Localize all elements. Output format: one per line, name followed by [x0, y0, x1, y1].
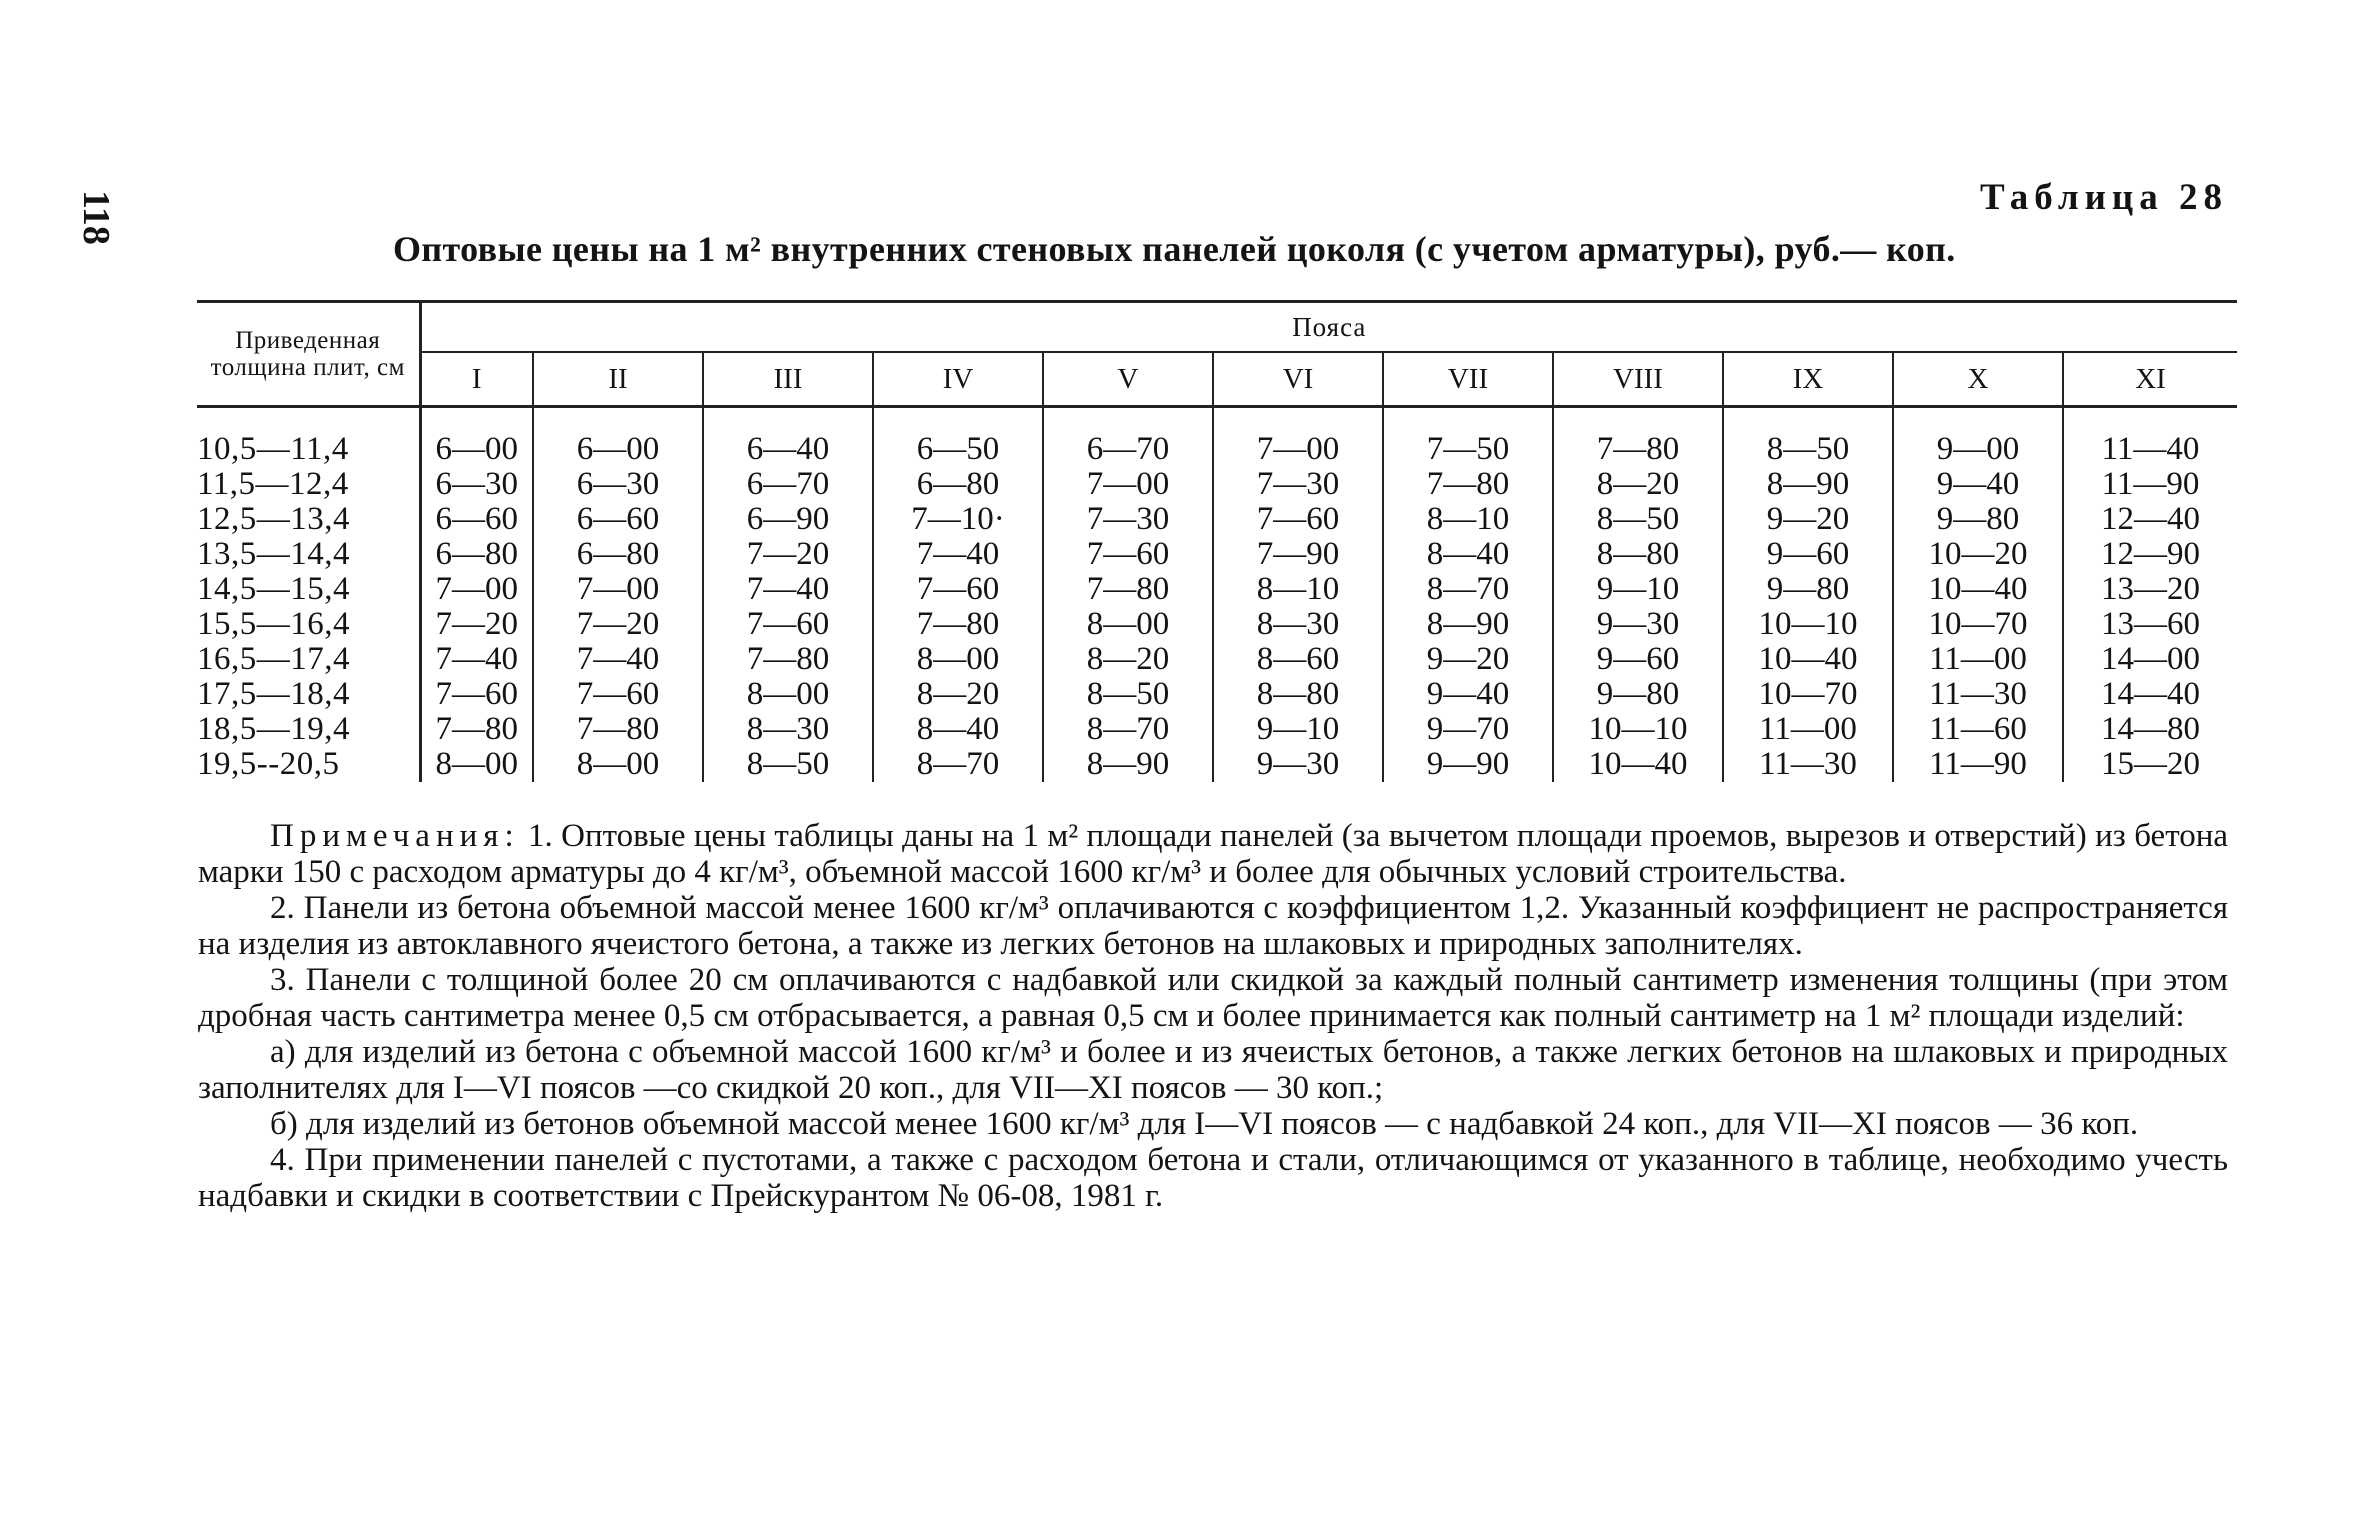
price-cell: 6—80: [873, 467, 1043, 502]
price-cell: 7—80: [1383, 467, 1553, 502]
price-cell: 9—90: [1383, 747, 1553, 782]
thickness-cell: 10,5—11,4: [197, 432, 420, 467]
price-cell: 8—00: [873, 642, 1043, 677]
price-cell: 7—00: [533, 572, 703, 607]
zone-header-10: X: [1893, 352, 2063, 407]
price-cell: 8—40: [873, 712, 1043, 747]
note-1-text: 1. Оптовые цены таблицы даны на 1 м² площади панелей (за вычетом площади проемов, вырезов и отверстий) из бетона марки 150 с расходом арматуры до 4 кг/м³, объемной массой 1600 кг/м³ и более для обычных условий строительства.: [198, 818, 2228, 890]
thickness-cell: 19,5-‐20,5: [197, 747, 420, 782]
price-cell: 7—00: [420, 572, 533, 607]
thickness-cell: 18,5—19,4: [197, 712, 420, 747]
price-cell: 9—10: [1553, 572, 1723, 607]
price-cell: 9—70: [1383, 712, 1553, 747]
price-cell: 7—50: [1383, 432, 1553, 467]
table-body: [197, 432, 2237, 782]
note-4: 4. При применении панелей с пустотами, а также с расходом бетона и стали, отличающимся от указанного в таблице, необходимо учесть надбавки и скидки в соответствии с Прейскурантом № 06-08, 1981 г.: [198, 1142, 2228, 1214]
price-cell: 8—30: [703, 712, 873, 747]
price-cell: 6—40: [703, 432, 873, 467]
price-cell: 10—70: [1723, 677, 1893, 712]
price-cell: 11—00: [1723, 712, 1893, 747]
zone-header-5: V: [1043, 352, 1213, 407]
price-cell: 7—00: [1213, 432, 1383, 467]
price-cell: 15—20: [2101, 746, 2201, 782]
thickness-cell: 13,5—14,4: [197, 537, 420, 572]
price-cell: 7—20: [533, 607, 703, 642]
price-cell: 8—20: [1043, 642, 1213, 677]
price-cell: 9—10: [1213, 712, 1383, 747]
price-cell: 9—00: [1893, 432, 2063, 467]
table-row: [197, 747, 2237, 782]
price-cell: 8—10: [1213, 572, 1383, 607]
price-cell: 7—10·: [873, 502, 1043, 537]
price-cell: 8—60: [1213, 642, 1383, 677]
price-cell: 10—40: [1893, 572, 2063, 607]
price-cell: 11—30: [1723, 747, 1893, 782]
price-cell: 7—60: [533, 677, 703, 712]
note-3b: б) для изделий из бетонов объемной массой менее 1600 кг/м³ для I—VI поясов — с надбавкой 24 коп., для VII—XI поясов — 36 коп.: [270, 1106, 2139, 1142]
thickness-cell: 17,5—18,4: [197, 677, 420, 712]
price-cell: 8—50: [1043, 677, 1213, 712]
price-cell: 6—50: [873, 432, 1043, 467]
price-cell: 13—20: [2101, 571, 2201, 607]
price-cell: 10—40: [1723, 642, 1893, 677]
price-cell: 10—20: [1893, 537, 2063, 572]
price-cell: 6—70: [1043, 432, 1213, 467]
note-2: 2. Панели из бетона объемной массой менее 1600 кг/м³ оплачиваются с коэффициентом 1,2. Указанный коэффициент не распространяется на изделия из автоклавного ячеистого бетона, а также из легких бетонов на шлаковых и природных заполнителях.: [198, 890, 2228, 962]
table-row: [197, 642, 2237, 677]
price-cell: 7—40: [873, 537, 1043, 572]
price-cell: 7—60: [703, 607, 873, 642]
price-cell: 8—90: [1383, 607, 1553, 642]
zone-header-3: III: [703, 352, 873, 407]
price-table: [197, 300, 2237, 782]
price-cell: 8—50: [1723, 432, 1893, 467]
price-cell: 8—70: [1043, 712, 1213, 747]
zone-header-9: IX: [1723, 352, 1893, 407]
price-cell: 7—80: [703, 642, 873, 677]
price-cell: 9—80: [1723, 572, 1893, 607]
price-cell: 9—30: [1213, 747, 1383, 782]
price-cell: 7—30: [1213, 467, 1383, 502]
price-cell: 7—90: [1213, 537, 1383, 572]
price-cell: 10—10: [1723, 607, 1893, 642]
table-row: [197, 537, 2237, 572]
price-cell: 6—30: [420, 467, 533, 502]
price-cell: 9—20: [1383, 642, 1553, 677]
price-cell: 7—60: [1213, 502, 1383, 537]
price-cell: 7—80: [1043, 572, 1213, 607]
price-cell: 6—00: [533, 432, 703, 467]
price-cell: 14—80: [2101, 711, 2201, 747]
price-cell: 7—00: [1043, 467, 1213, 502]
price-cell: 8—50: [703, 747, 873, 782]
price-cell: 7—40: [420, 642, 533, 677]
price-cell: 8—80: [1213, 677, 1383, 712]
price-cell: 7—80: [1553, 432, 1723, 467]
price-cell: 9—60: [1723, 537, 1893, 572]
zone-header-6: VI: [1213, 352, 1383, 407]
zone-header-7: VII: [1383, 352, 1553, 407]
price-cell: 12—90: [2101, 536, 2201, 572]
price-cell: 9—80: [1893, 502, 2063, 537]
note-3a: а) для изделий из бетона с объемной массой 1600 кг/м³ и более и из ячеистых бетонов, а также легких бетонов на шлаковых и природных заполнителях для I—VI поясов —со скидкой 20 коп., для VII—XI поясов — 30 коп.;: [198, 1034, 2228, 1106]
price-cell: 7—40: [533, 642, 703, 677]
price-cell: 11—90: [1893, 747, 2063, 782]
zone-header-1: I: [420, 352, 533, 407]
price-cell: 7—80: [873, 607, 1043, 642]
price-cell: 8—00: [1043, 607, 1213, 642]
price-cell: 10—70: [1893, 607, 2063, 642]
price-cell: 7—60: [873, 572, 1043, 607]
table-row: [197, 712, 2237, 747]
price-cell: 11—60: [1893, 712, 2063, 747]
price-cell: 14—40: [2101, 676, 2201, 712]
table-row: [197, 677, 2237, 712]
price-cell: 10—40: [1553, 747, 1723, 782]
price-cell: 7—80: [420, 712, 533, 747]
price-cell: 10—10: [1553, 712, 1723, 747]
price-cell: 8—00: [533, 747, 703, 782]
zone-header-row: [197, 352, 2237, 407]
price-cell: 9—20: [1723, 502, 1893, 537]
zone-header-11: XI: [2135, 362, 2166, 395]
table-title: Оптовые цены на 1 м² внутренних стеновых панелей цоколя (с учетом арматуры), руб.— коп.: [393, 229, 1956, 269]
table-row: [197, 467, 2237, 502]
price-cell: 7—60: [420, 677, 533, 712]
price-cell: 9—30: [1553, 607, 1723, 642]
price-cell: 6—60: [533, 502, 703, 537]
table-row: [197, 607, 2237, 642]
price-cell: 6—80: [533, 537, 703, 572]
price-cell: 8—90: [1723, 467, 1893, 502]
price-cell: 6—90: [703, 502, 873, 537]
price-cell: 8—20: [873, 677, 1043, 712]
thickness-cell: 11,5—12,4: [197, 467, 420, 502]
price-cell: 8—70: [1383, 572, 1553, 607]
thickness-cell: 14,5—15,4: [197, 572, 420, 607]
price-cell: 6—00: [420, 432, 533, 467]
price-cell: 8—00: [420, 747, 533, 782]
page-number: 118: [75, 190, 117, 245]
note-1: [198, 818, 2228, 890]
price-cell: 7—40: [703, 572, 873, 607]
price-cell: 7—20: [703, 537, 873, 572]
price-cell: 7—60: [1043, 537, 1213, 572]
price-cell: 8—80: [1553, 537, 1723, 572]
price-cell: 8—50: [1553, 502, 1723, 537]
notes-lead: Примечания:: [270, 818, 520, 854]
price-cell: 9—40: [1893, 467, 2063, 502]
price-cell: 7—20: [420, 607, 533, 642]
zone-header-8: VIII: [1553, 352, 1723, 407]
price-cell: 11—30: [1893, 677, 2063, 712]
price-cell: 8—30: [1213, 607, 1383, 642]
table-row: [197, 572, 2237, 607]
price-cell: 7—30: [1043, 502, 1213, 537]
price-cell: 14—00: [2101, 641, 2201, 677]
thickness-cell: 16,5—17,4: [197, 642, 420, 677]
price-cell: 9—80: [1553, 677, 1723, 712]
price-cell: 8—20: [1553, 467, 1723, 502]
price-cell: 8—90: [1043, 747, 1213, 782]
price-cell: 13—60: [2101, 606, 2201, 642]
thickness-header: Приведенная толщина плит, см: [197, 302, 420, 407]
zone-header-4: IV: [873, 352, 1043, 407]
notes: [198, 818, 2228, 1214]
zones-header: Пояса: [420, 302, 2237, 353]
thickness-cell: 12,5—13,4: [197, 502, 420, 537]
zone-header-2: II: [533, 352, 703, 407]
price-cell: 11—90: [2101, 466, 2200, 502]
price-cell: 6—70: [703, 467, 873, 502]
price-cell: 9—60: [1553, 642, 1723, 677]
price-cell: 7—80: [533, 712, 703, 747]
price-cell: 6—80: [420, 537, 533, 572]
note-3: 3. Панели с толщиной более 20 см оплачиваются с надбавкой или скидкой за каждый полный сантиметр изменения толщины (при этом дробная часть сантиметра менее 0,5 см отбрасывается, а равная 0,5 см и более принимается как полный сантиметр на 1 м² площади изделий:: [198, 962, 2228, 1034]
table-row: [197, 502, 2237, 537]
price-cell: 8—10: [1383, 502, 1553, 537]
price-cell: 8—40: [1383, 537, 1553, 572]
table-row: [197, 432, 2237, 467]
price-cell: 8—70: [873, 747, 1043, 782]
price-cell: 9—40: [1383, 677, 1553, 712]
table-label: Таблица 28: [1980, 177, 2228, 218]
price-cell: 11—40: [2101, 431, 2200, 467]
price-cell: 6—60: [420, 502, 533, 537]
price-cell: 11—00: [1893, 642, 2063, 677]
price-cell: 6—30: [533, 467, 703, 502]
price-cell: 12—40: [2101, 501, 2201, 537]
price-cell: 8—00: [703, 677, 873, 712]
thickness-cell: 15,5—16,4: [197, 607, 420, 642]
